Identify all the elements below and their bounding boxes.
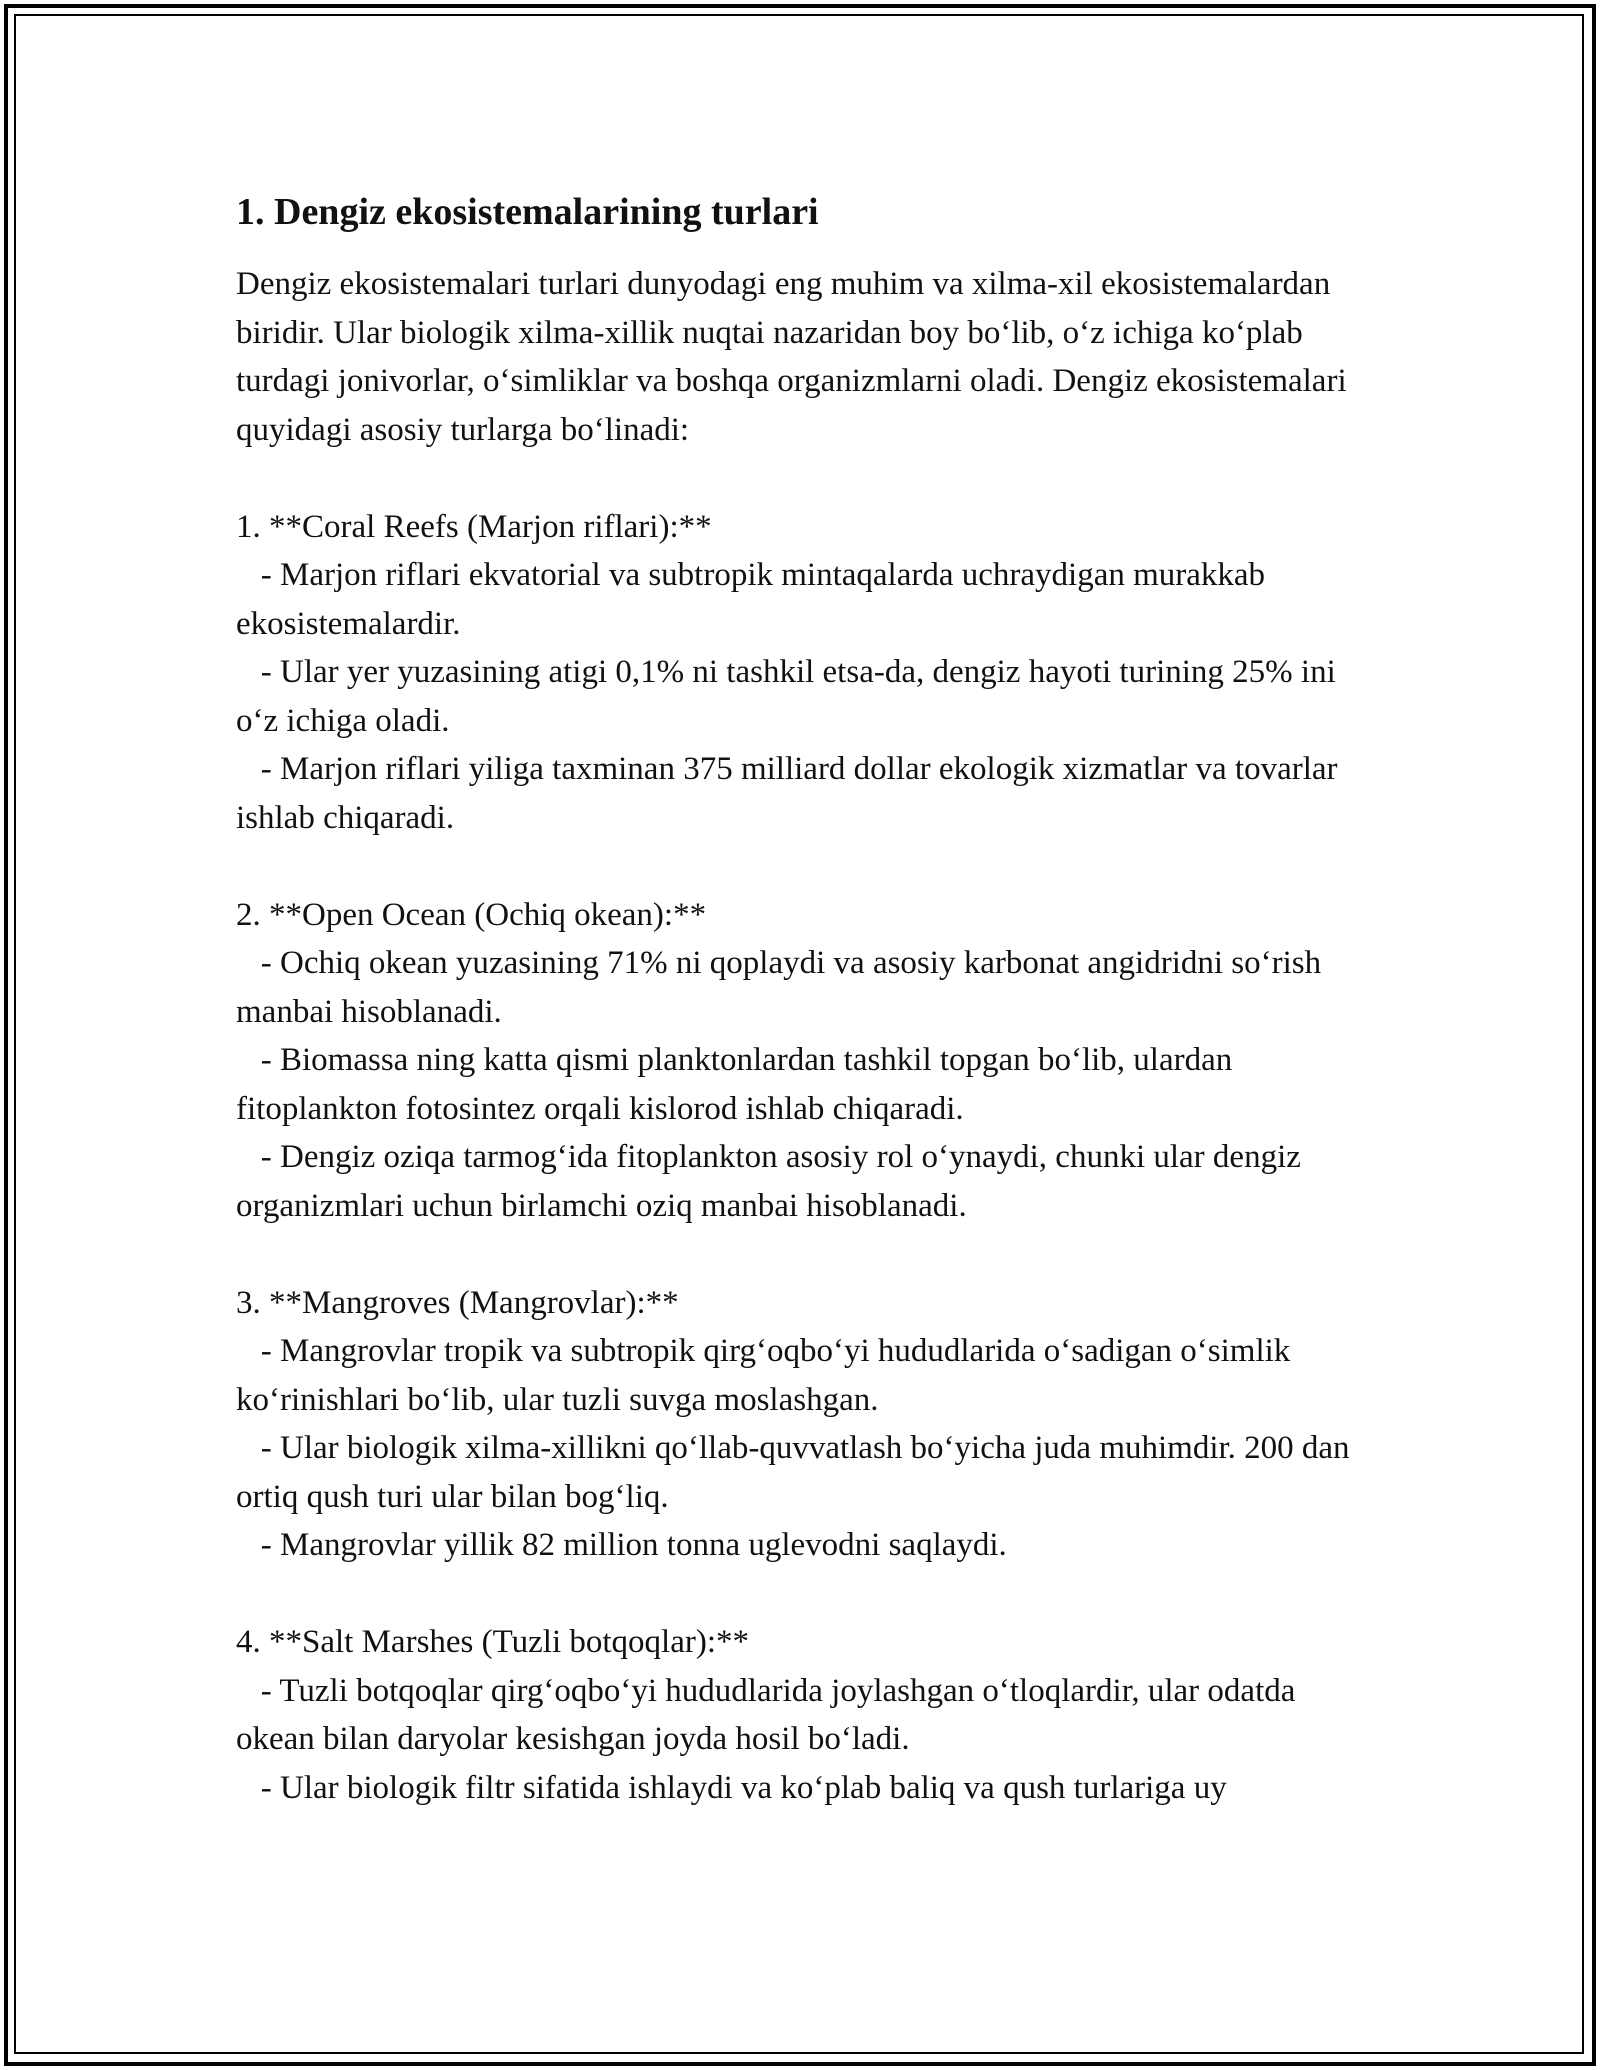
spacer [236, 454, 1366, 503]
document-body [236, 188, 1366, 1812]
section-coral-reefs [236, 503, 1366, 843]
bullet-item: - Mangrovlar tropik va subtropik qirg‘oqbo‘yi hududlarida o‘sadigan o‘simlik ko‘rinishlari bo‘lib, ular tuzli suvga moslashgan. [236, 1333, 1299, 1418]
spacer [236, 1230, 1366, 1279]
bullet-item: - Dengiz oziqa tarmog‘ida fitoplankton asosiy rol o‘ynaydi, chunki ular dengiz organizmlari uchun birlamchi oziq manbai hisoblanadi. [236, 1139, 1310, 1224]
document-title: 1. Dengiz ekosistemalarining turlari [236, 191, 819, 233]
spacer [236, 842, 1366, 891]
section-salt-marshes [236, 1618, 1366, 1812]
bullet-item: - Ular biologik xilma-xillikni qo‘llab-quvvatlash bo‘yicha juda muhimdir. 200 dan ortiq qush turi ular bilan bog‘liq. [236, 1430, 1358, 1515]
bullet-item: - Ochiq okean yuzasining 71% ni qoplaydi va asosiy karbonat angidridni so‘rish manbai hisoblanadi. [236, 945, 1330, 1030]
bullet-item: - Ular yer yuzasining atigi 0,1% ni tashkil etsa-da, dengiz hayoti turining 25% ini o‘z ichiga oladi. [236, 654, 1344, 739]
bullet-item: - Marjon riflari ekvatorial va subtropik mintaqalarda uchraydigan murakkab ekosistemalardir. [236, 557, 1274, 642]
spacer [236, 1570, 1366, 1619]
section-mangroves [236, 1279, 1366, 1570]
bullet-item: - Ular biologik filtr sifatida ishlaydi va ko‘plab baliq va qush turlariga uy [236, 1769, 1227, 1806]
section-heading: 3. **Mangroves (Mangrovlar):** [236, 1284, 679, 1321]
section-open-ocean [236, 891, 1366, 1231]
section-heading: 2. **Open Ocean (Ochiq okean):** [236, 896, 707, 933]
bullet-item: - Marjon riflari yiliga taxminan 375 milliard dollar ekologik xizmatlar va tovarlar ishlab chiqaradi. [236, 751, 1346, 836]
intro-paragraph: Dengiz ekosistemalari turlari dunyodagi eng muhim va xilma-xil ekosistemalardan biridir. Ular biologik xilma-xillik nuqtai nazaridan boy bo‘lib, o‘z ichiga ko‘plab turdagi jonivorlar, o‘simliklar va boshqa organizmlarni oladi. Dengiz ekosistemalari quyidagi asosiy turlarga bo‘linadi: [236, 266, 1347, 448]
bullet-item: - Biomassa ning katta qismi planktonlardan tashkil topgan bo‘lib, ulardan fitoplankton fotosintez orqali kislorod ishlab chiqaradi. [236, 1042, 1241, 1127]
bullet-item: - Mangrovlar yillik 82 million tonna uglevodni saqlaydi. [236, 1527, 1007, 1563]
bullet-item: - Tuzli botqoqlar qirg‘oqbo‘yi hududlarida joylashgan o‘tloqlardir, ular odatda okean bilan daryolar kesishgan joyda hosil bo‘ladi. [236, 1672, 1304, 1757]
section-heading: 4. **Salt Marshes (Tuzli botqoqlar):** [236, 1624, 749, 1660]
section-heading: 1. **Coral Reefs (Marjon riflari):** [236, 508, 712, 545]
